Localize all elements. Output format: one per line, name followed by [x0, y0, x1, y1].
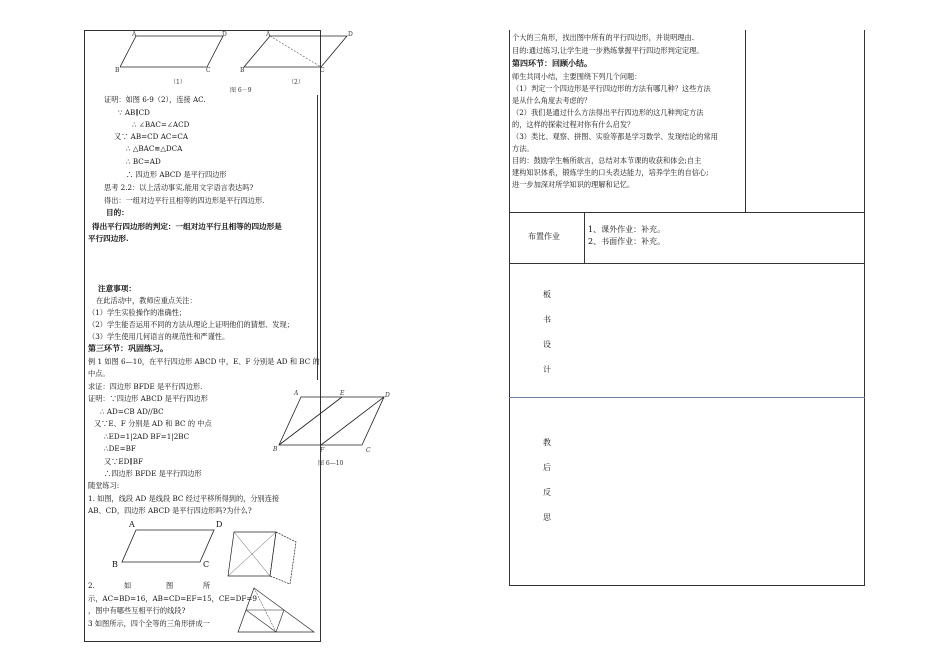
fig69-label-c1: C [206, 67, 211, 74]
example-line: ∴DE=BF [104, 444, 136, 453]
fig610-caption: 图 6—10 [318, 460, 344, 467]
reflect-label-char: 反 [543, 488, 551, 497]
board-label-char: 计 [543, 365, 551, 374]
example-line: 又∵ED∥BF [104, 457, 143, 466]
reflect-label-char: 教 [543, 438, 551, 447]
ex1-label-a: A [129, 520, 135, 529]
exercise3-figure [234, 586, 322, 638]
fig610-segment-be [279, 397, 342, 445]
exercise1-parallelogram [122, 530, 214, 562]
left-border-left [84, 30, 85, 642]
left-border-bottom [84, 641, 321, 642]
proof-line: 又∵ AB=CD AC=CA [114, 132, 189, 141]
notes-item: （1）学生实验操作的准确性； [88, 308, 187, 317]
ex2-line2: 示，AC=BD=16，AB=CD=EF=15，CE=DF=9 [88, 594, 257, 603]
exercise2-diagonal-2 [228, 532, 276, 576]
summary-line: 进一步加深对所学知识的理解和记忆。 [512, 180, 635, 189]
fig610-label-d: D [385, 392, 390, 399]
row-divider-2 [509, 263, 865, 264]
conclusion-line-1: 得出平行四边形的判定：一组对边平行且相等的四边形是 [92, 222, 282, 231]
figure-6-10 [278, 393, 388, 453]
section3-title: 第三环节：巩固练习。 [88, 344, 168, 353]
fig610-label-c: C [366, 447, 371, 454]
fig69-label-a1: A [132, 31, 137, 38]
practice-q1-line1: 1. 如图，线段 AD 是线段 BC 经过平移所得到的，分别连接 [88, 494, 280, 503]
fig610-label-a: A [294, 390, 299, 397]
ex1-label-b: B [112, 560, 118, 569]
fig610-label-b: B [273, 446, 278, 453]
ex1-label-c: C [203, 560, 210, 569]
example-line: 又∵E、F 分别是 AD 和 BC 的 中点 [94, 419, 212, 428]
summary-line: 方法。 [512, 144, 534, 153]
left-inner-rule [317, 95, 318, 380]
proof-line: 证明：如图 6-9（2），连接 AC. [104, 95, 206, 104]
fig69-label-d2: D [348, 31, 353, 38]
board-label-char: 设 [543, 340, 551, 349]
fig610-label-e: E [340, 390, 345, 397]
notes-item: 在此活动中，教师应重点关注： [96, 296, 197, 305]
proof-line: ∴ BC=AD [126, 157, 161, 166]
fig610-segment-fd [321, 397, 384, 445]
ex2-line3: ，图中有哪些互相平行的线段? [88, 606, 186, 615]
right-top-line: 个大的三角形，找出图中所有的平行四边形，并说明理由. [512, 33, 694, 42]
summary-line: （2）我们是通过什么方法得出平行四边形的这几种判定方法 [512, 108, 704, 117]
summary-line: 师生共同小结，主要围绕下列几个问题： [512, 72, 642, 81]
fig69-label-b1: B [115, 67, 120, 74]
proof-line: ∵ AB∥CD [118, 108, 150, 117]
reflect-label-char: 后 [543, 463, 551, 472]
notes-item: （2）学生能否运用不同的方法从理论上证明他们的猜想、发现； [88, 320, 294, 329]
summary-line: 目的：鼓励学生畅所欲言，总结对本节课的收获和体会;自主 [512, 156, 702, 165]
homework-column-divider [584, 212, 585, 264]
notes-item: （3）学生使用几何语言的规范性和严谨性。 [88, 332, 230, 341]
right-top-column-divider [745, 30, 746, 212]
fig69-parallelogram-1 [120, 36, 223, 67]
summary-line: 建构知识体系，锻炼学生的口头表达能力，培养学生的自信心; [512, 168, 709, 177]
notes-title: 注意事项： [98, 284, 136, 293]
fig610-label-f: F [320, 447, 325, 454]
row-divider-3 [509, 397, 865, 398]
ex2-text-d: 所 [203, 581, 211, 590]
fig69-label-c2: C [320, 67, 325, 74]
fig69-label-d1: D [222, 31, 227, 38]
figure-6-9 [120, 30, 360, 92]
ex2-text-a: 2. [88, 581, 95, 590]
proof-line: ∴ △BAC≌△DCA [126, 144, 183, 153]
homework-item: 1、课外作业：补充。 [588, 225, 666, 234]
example-line: ∴ED=1|2AD BF=1|2BC [104, 432, 190, 441]
row-divider-1 [509, 212, 865, 213]
exercise3-midline-2 [246, 610, 276, 632]
right-top-line: 目的:通过练习,让学生进一步熟练掌握平行四边形判定定理。 [512, 46, 704, 55]
board-label-char: 书 [543, 315, 551, 324]
purpose-label: 目的： [106, 208, 129, 217]
example-line: 证明：∵四边形 ABCD 是平行四边形 [88, 394, 208, 403]
fig69-label-a2: A [266, 31, 271, 38]
homework-item: 2、书面作业：补充。 [588, 237, 666, 246]
practice-q1-line2: AB、CD，四边形 ABCD 是平行四边形吗?为什么? [88, 506, 252, 515]
example-line: 中点。 [88, 369, 110, 378]
summary-line: 是从什么角度去考虑的？ [512, 96, 592, 105]
right-border-left [509, 30, 510, 586]
example-line: ∴ AD=CB AD//BC [100, 407, 164, 416]
fig69-caption: 图 6－9 [230, 87, 252, 94]
practice-title: 随堂练习: [88, 481, 120, 490]
fig69-subcaption-1: （1） [170, 79, 186, 86]
example-line: 例 1 如图 6—10，在平行四边形 ABCD 中，E、F 分别是 AD 和 BC 的 [88, 357, 320, 366]
summary-line: （3）类比、观察、拼图、实验等都是学习数学、发现结论的常用 [512, 132, 718, 141]
think-answer: 得出：一组对边平行且相等的四边形是平行四边形. [104, 196, 265, 205]
right-border-bottom [509, 585, 865, 586]
exercise2-figure [226, 528, 302, 584]
ex3-line: 3 如图所示，四个全等的三角形拼成一 [88, 619, 210, 628]
left-border-right [320, 30, 321, 642]
ex2-text-b: 如 [124, 581, 132, 590]
example-line: 求证：四边形 BFDE 是平行四边形. [88, 382, 203, 391]
exercise2-quad-right [270, 532, 296, 584]
ex2-text-c: 图 [166, 581, 174, 590]
fig69-subcaption-2: （2） [288, 79, 304, 86]
right-border-right [864, 30, 865, 586]
proof-line: ∴ ∠BAC=∠ACD [132, 120, 190, 129]
exercise3-midline-3 [276, 610, 284, 632]
proof-line: ∴ 四边形 ABCD 是平行四边形 [126, 170, 227, 179]
homework-label: 布置作业 [528, 232, 560, 241]
summary-line: （1）判定一个四边形是平行四边形的方法有哪几种？这些方法 [512, 84, 711, 93]
fig69-label-b2: B [240, 67, 245, 74]
board-label-char: 板 [543, 290, 551, 299]
fig610-parallelogram [279, 397, 384, 445]
summary-line: 的，这样的探索过程对你有什么启发？ [512, 120, 635, 129]
example-line: ∴四边形 BFDE 是平行四边形 [104, 469, 202, 478]
ex1-label-d: D [216, 520, 223, 529]
conclusion-line-2: 平行四边形. [88, 234, 129, 243]
fig69-diagonal-ac [270, 36, 321, 67]
section4-title: 第四环节：回顾小结。 [512, 59, 592, 68]
think-question: 思考 2.2：以上活动事实,能用文字语言表达吗? [104, 183, 254, 192]
reflect-label-char: 思 [543, 513, 551, 522]
